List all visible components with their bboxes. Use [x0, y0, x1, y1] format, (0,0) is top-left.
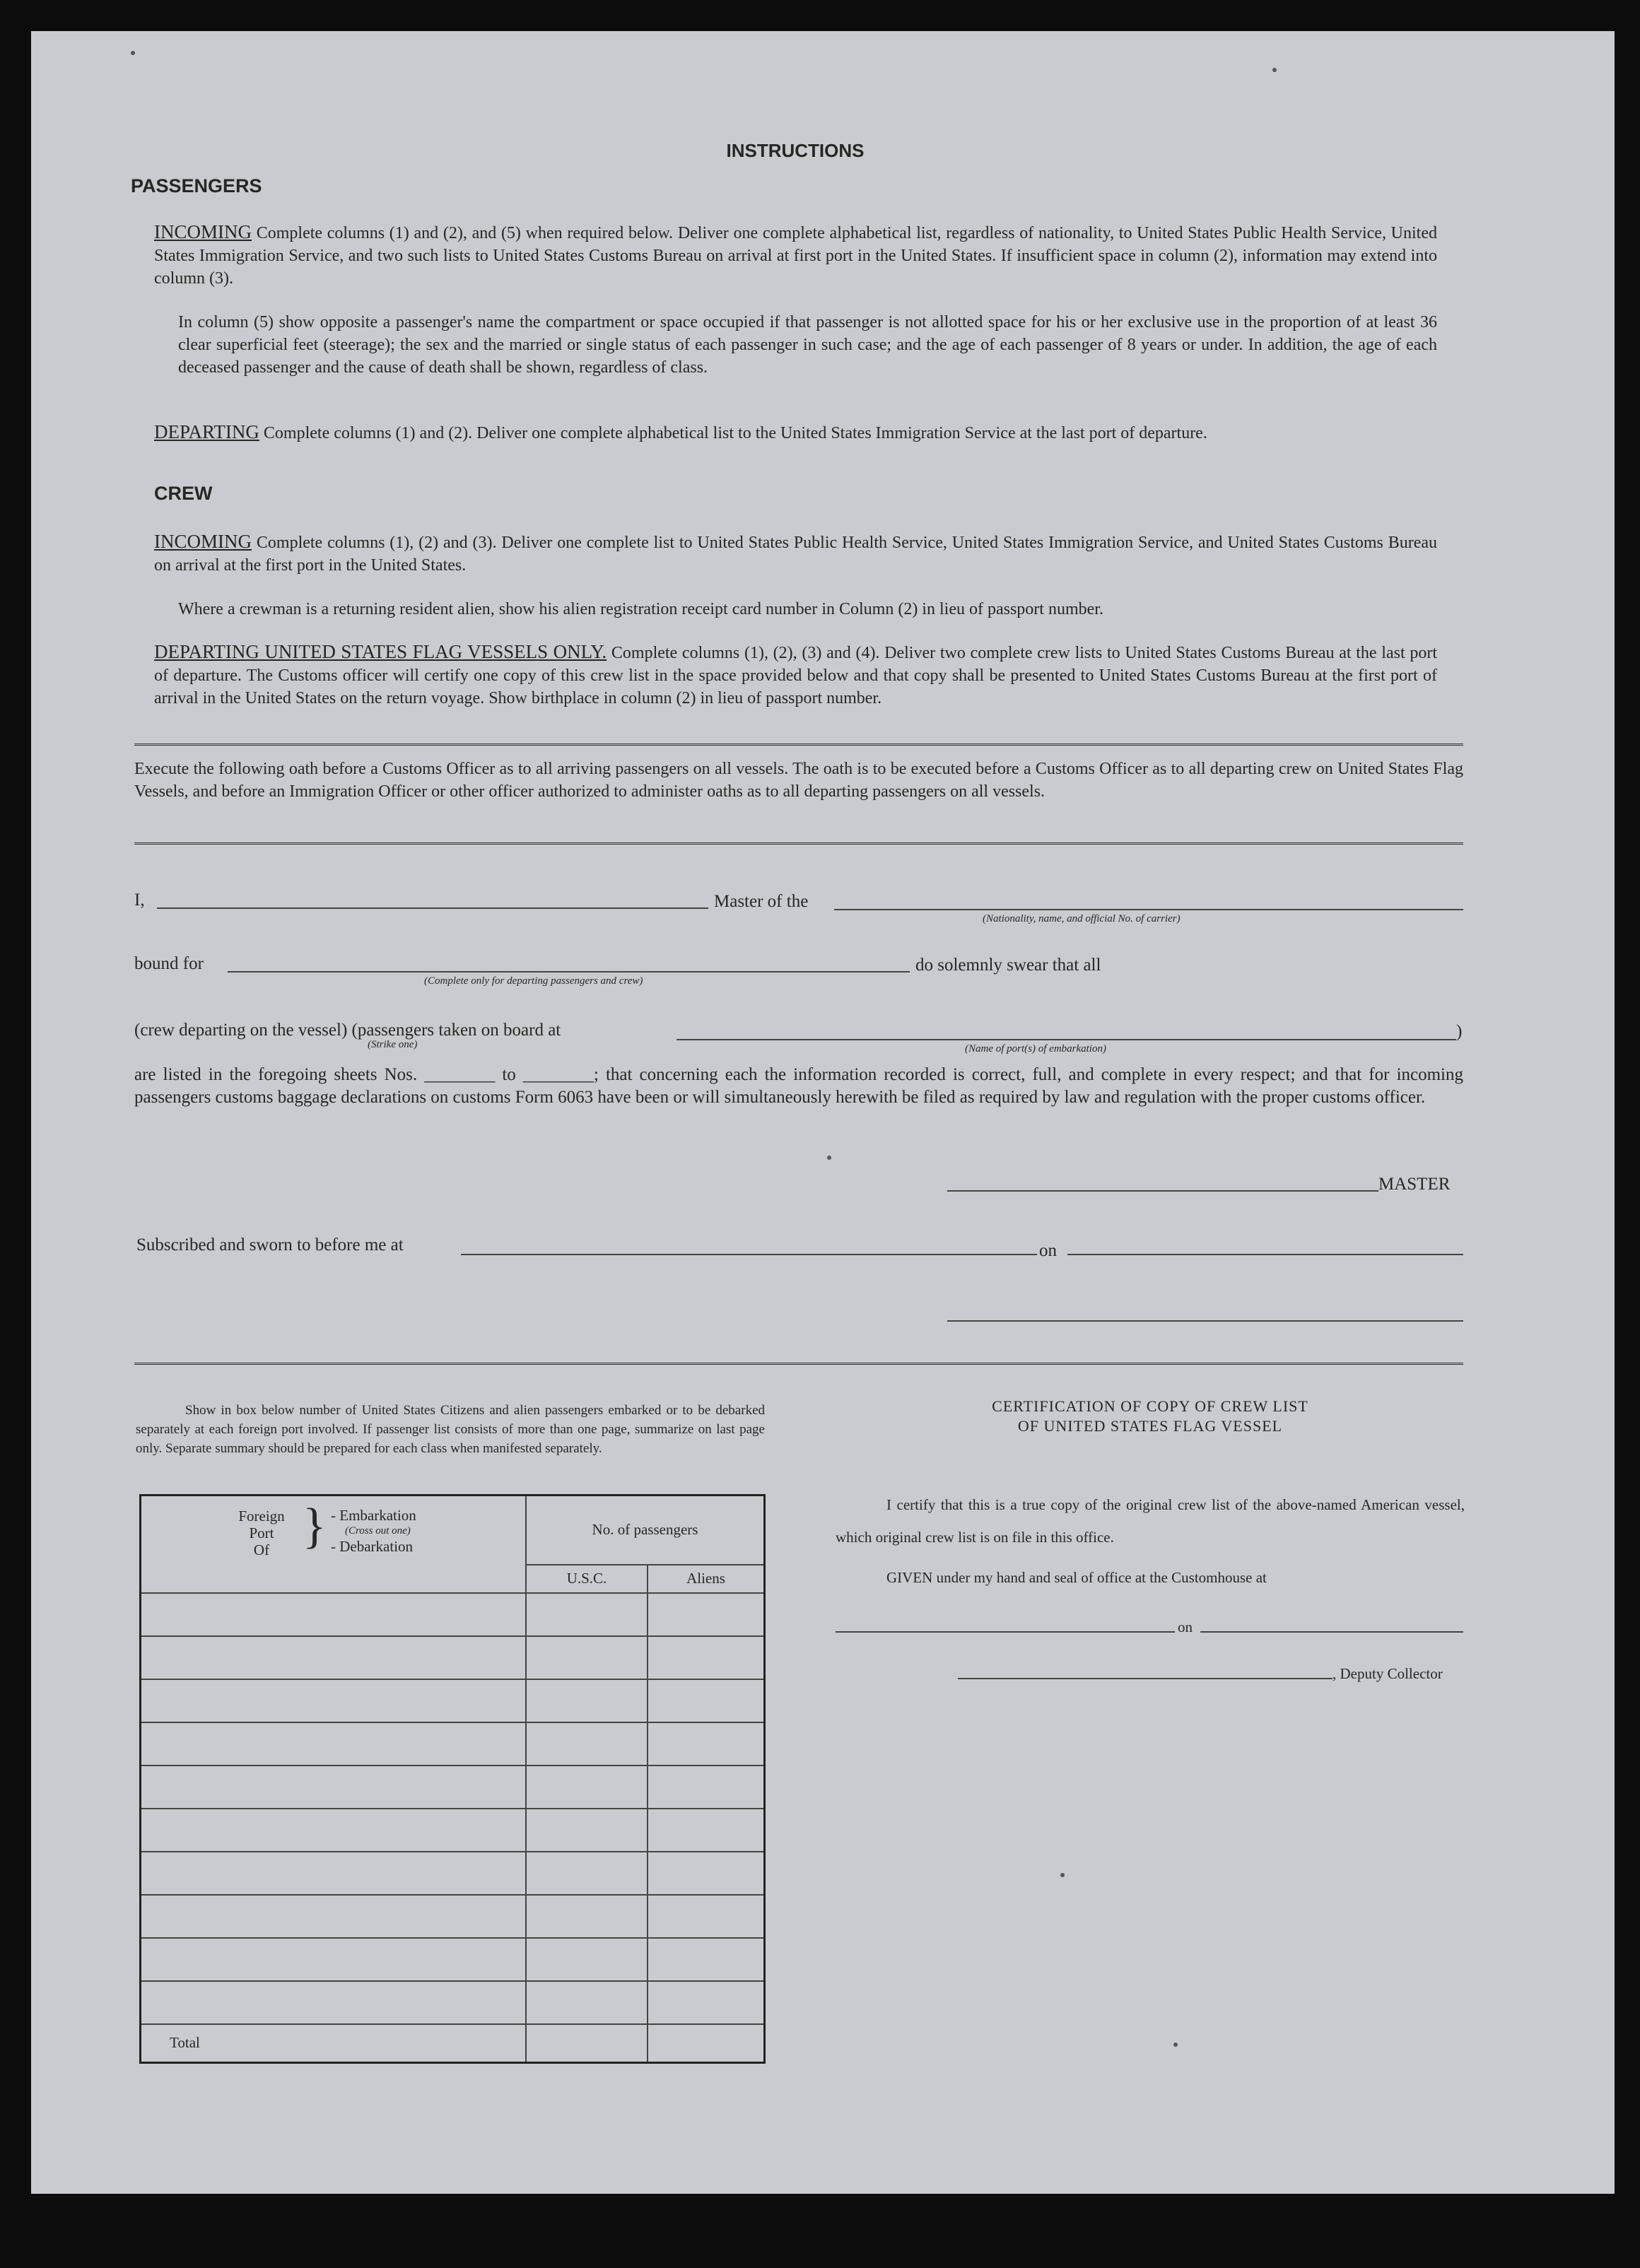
oath-intro: Execute the following oath before a Customs Officer as to all arriving passengers on all vessels. The oath is to be executed before a Customs Officer as to all departing crew on United States Flag Vessels, and before an Immigration Officer or other officer authorized to administer oaths as to all departing passengers on all vessels.: [134, 760, 1463, 801]
page-title: INSTRUCTIONS: [726, 140, 865, 161]
aliens-header: Aliens: [648, 1565, 765, 1593]
paper-speck: [1173, 2043, 1178, 2047]
port-cell[interactable]: [141, 1809, 527, 1852]
port-cell[interactable]: [141, 1765, 527, 1809]
port-cell[interactable]: [141, 1895, 527, 1938]
summary-intro: Show in box below number of United States Citizens and alien passengers embarked or to be debarked separately at each foreign port involved. If passenger list consists of more than one page, summarize on last page only. Separate summary should be prepared for each class when manifested separately.: [136, 1403, 765, 1456]
subscribed-place-field[interactable]: [461, 1254, 1037, 1255]
no-of-passengers-header: No. of passengers: [526, 1496, 765, 1565]
certification-date-field[interactable]: [1200, 1631, 1463, 1633]
aliens-cell[interactable]: [648, 1593, 765, 1636]
paper-speck: [1060, 1873, 1065, 1877]
close-paren: ): [1456, 1022, 1463, 1041]
usc-cell[interactable]: [526, 1593, 648, 1636]
master-of-label: Master of the: [714, 892, 809, 911]
strike-one-note: (Strike one): [368, 1039, 418, 1050]
crew-heading: CREW: [154, 483, 213, 504]
port-cell[interactable]: [141, 1593, 527, 1636]
bound-for-field[interactable]: [228, 971, 910, 973]
passengers-incoming-text: Complete columns (1) and (2), and (5) when required below. Deliver one complete alphabetical list, regardless of nationality, to United States Public Health Service, United States Immigration Service, and two such lists to United States Customs Bureau on arrival at first port in the United States. If insufficient space in column (2), information may extend into column (3).: [154, 224, 1437, 288]
aliens-cell[interactable]: [648, 1852, 765, 1895]
swear-label: do solemnly swear that all: [915, 956, 1101, 975]
port-cell[interactable]: [141, 1938, 527, 1981]
usc-cell[interactable]: [526, 1679, 648, 1722]
carrier-field[interactable]: [834, 909, 1463, 910]
deputy-signature-field[interactable]: [958, 1678, 1332, 1679]
passengers-column5-paragraph: In column (5) show opposite a passenger's name the compartment or space occupied if that passenger is not allotted space for his or her exclusive use in the proportion of at least 36 clear superficial feet (steerage); the sex and the married or single status of each passenger in such case; and the age of each passenger of 8 years or under. In addition, the age of each deceased passenger and the cause of death shall be shown, regardless of class.: [178, 313, 1437, 377]
usc-cell[interactable]: [526, 1895, 648, 1938]
carrier-note: (Nationality, name, and official No. of carrier): [983, 913, 1181, 924]
embarkation-ports-field[interactable]: [676, 1039, 1456, 1040]
crew-departing-text: Complete columns (1), (2), (3) and (4). Deliver two complete crew lists to United States Customs Bureau at the last port of departure. The Customs officer will certify one copy of this crew list in the space provided below and that copy shall be presented to United States Customs Bureau at the first port of arrival in the United States on the return voyage. Show birthplace in column (2) in lieu of passport number.: [154, 644, 1437, 707]
aliens-cell[interactable]: [648, 1722, 765, 1765]
embarkation-label: - Embarkation: [331, 1507, 416, 1524]
aliens-total-cell[interactable]: [648, 2024, 765, 2063]
usc-cell[interactable]: [526, 1981, 648, 2024]
paper-speck: [1272, 68, 1277, 72]
aliens-cell[interactable]: [648, 1679, 765, 1722]
port-cell[interactable]: [141, 1981, 527, 2024]
port-cell[interactable]: [141, 1679, 527, 1722]
oath-i-label: I,: [134, 891, 145, 910]
certification-title-line2: OF UNITED STATES FLAG VESSEL: [1017, 1417, 1283, 1435]
master-signature-label: MASTER: [1378, 1175, 1451, 1194]
aliens-cell[interactable]: [648, 1938, 765, 1981]
paper-speck: [827, 1156, 831, 1160]
usc-cell[interactable]: [526, 1852, 648, 1895]
deputy-collector-label: , Deputy Collector: [1332, 1665, 1443, 1682]
foreign-port-header: [141, 1496, 527, 1593]
divider: [134, 744, 1463, 748]
brace-icon: }: [303, 1499, 327, 1553]
cross-out-note: (Cross out one): [345, 1525, 411, 1537]
usc-cell[interactable]: [526, 1765, 648, 1809]
master-name-field[interactable]: [157, 907, 708, 909]
usc-total-cell[interactable]: [526, 2024, 648, 2063]
aliens-cell[interactable]: [648, 1895, 765, 1938]
passenger-summary-table: [139, 1494, 766, 2064]
aliens-cell[interactable]: [648, 1809, 765, 1852]
subscribed-label: Subscribed and sworn to before me at: [136, 1235, 404, 1255]
usc-cell[interactable]: [526, 1636, 648, 1679]
subscribed-on-label: on: [1039, 1241, 1057, 1260]
passengers-incoming-label: INCOMING: [154, 221, 252, 242]
passengers-incoming-paragraph: [154, 221, 1437, 290]
passengers-departing-paragraph: [154, 421, 1437, 445]
given-text: GIVEN under my hand and seal of office at the Customhouse at: [886, 1569, 1267, 1586]
subscribed-date-field[interactable]: [1067, 1254, 1463, 1255]
bound-for-note: (Complete only for departing passengers and crew): [424, 975, 643, 987]
debarkation-label: - Debarkation: [331, 1538, 414, 1555]
customhouse-field[interactable]: [836, 1631, 1175, 1633]
aliens-cell[interactable]: [648, 1765, 765, 1809]
of-label: Of: [253, 1541, 270, 1558]
divider: [134, 842, 1463, 847]
crew-incoming-text: Complete columns (1), (2) and (3). Deliver one complete list to United States Public Health Service, United States Immigration Service, and United States Customs Bureau on arrival at the first port in the United States.: [154, 534, 1438, 575]
port-cell[interactable]: [141, 1852, 527, 1895]
divider: [134, 1363, 1463, 1367]
certification-title-line1: CERTIFICATION OF COPY OF CREW LIST: [992, 1397, 1308, 1415]
paper-speck: [131, 51, 135, 55]
ports-note: (Name of port(s) of embarkation): [965, 1043, 1106, 1054]
bound-for-label: bound for: [134, 954, 204, 973]
crew-departing-paragraph: [154, 640, 1437, 710]
certification-text: I certify that this is a true copy of the original crew list of the above-named American vessel, which original crew list is on file in this office.: [836, 1496, 1465, 1546]
passengers-departing-text: Complete columns (1) and (2). Deliver one complete alphabetical list to the United States Immigration Service at the last port of departure.: [263, 424, 1207, 442]
crew-departing-label: (crew departing on the vessel) (passengers taken on board at: [134, 1021, 561, 1040]
port-cell[interactable]: [141, 1722, 527, 1765]
listed-paragraph: are listed in the foregoing sheets Nos. ________ to ________; that concerning each the information recorded is correct, full, and complete in every respect; and that for incoming passengers customs baggage declarations on customs Form 6063 have been or will simultaneously herewith be filed as required by law and regulation with the proper customs officer.: [134, 1065, 1463, 1107]
certification-title: [836, 1397, 1465, 1436]
certification-on-label: on: [1178, 1618, 1193, 1635]
crew-resident-paragraph: Where a crewman is a returning resident alien, show his alien registration receipt card number in Column (2) in lieu of passport number.: [178, 600, 1103, 618]
usc-header: U.S.C.: [526, 1565, 648, 1593]
crew-departing-label: DEPARTING UNITED STATES FLAG VESSELS ONLY.: [154, 641, 607, 662]
port-label: Port: [249, 1524, 274, 1541]
crew-incoming-paragraph: [154, 530, 1437, 577]
usc-cell[interactable]: [526, 1938, 648, 1981]
aliens-cell[interactable]: [648, 1636, 765, 1679]
master-signature-field[interactable]: [947, 1190, 1378, 1192]
usc-cell[interactable]: [526, 1809, 648, 1852]
officer-signature-field[interactable]: [947, 1320, 1463, 1322]
passengers-heading: PASSENGERS: [131, 175, 262, 196]
passengers-departing-label: DEPARTING: [154, 421, 259, 442]
usc-cell[interactable]: [526, 1722, 648, 1765]
foreign-label: Foreign: [238, 1508, 285, 1524]
port-cell[interactable]: [141, 1636, 527, 1679]
aliens-cell[interactable]: [648, 1981, 765, 2024]
crew-incoming-label: INCOMING: [154, 531, 252, 552]
total-label: Total: [141, 2024, 527, 2063]
